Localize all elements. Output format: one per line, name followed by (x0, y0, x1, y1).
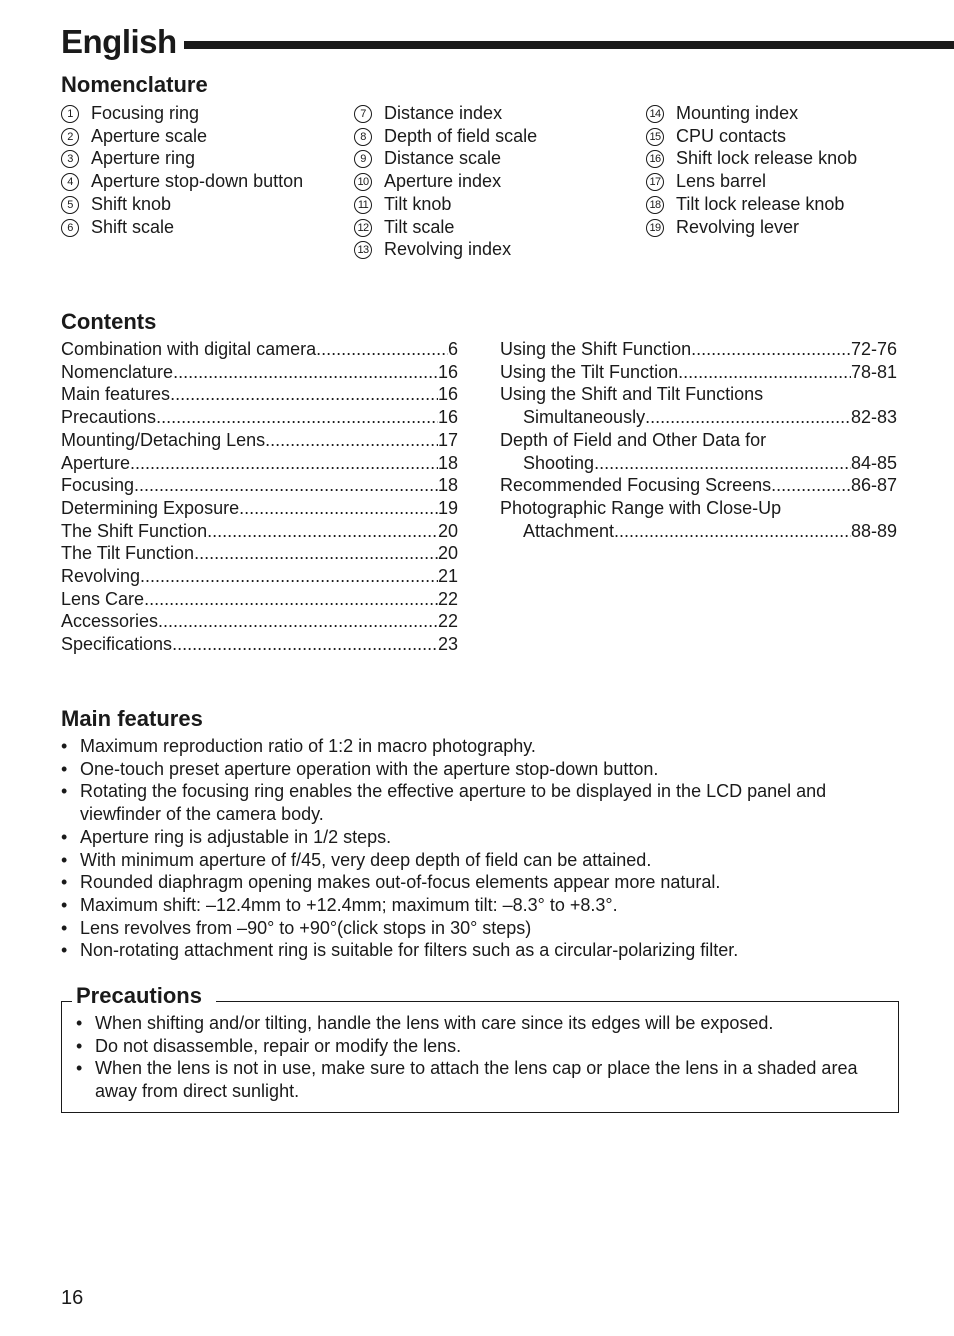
item-label: Distance index (384, 103, 503, 123)
nomenclature-item (61, 216, 331, 239)
toc-page-number: 86-87 (850, 475, 897, 496)
toc-page-number: 20 (437, 520, 458, 541)
main-features-heading: Main features (61, 706, 203, 731)
nomenclature-item (646, 216, 936, 239)
toc-entry (61, 338, 458, 361)
contents-right-column (500, 338, 897, 542)
nomenclature-item (646, 102, 936, 125)
item-number-badge: 11 (354, 196, 372, 214)
precaution-item: • When shifting and/or tilting, handle the lens with care since its edges will be exposed. (76, 1012, 876, 1035)
feature-item: • One-touch preset aperture operation with the aperture stop-down button. (61, 758, 891, 781)
nomenclature-heading: Nomenclature (61, 72, 208, 97)
toc-entry-title: Combination with digital camera (61, 339, 317, 359)
contents-heading: Contents (61, 309, 157, 334)
toc-page-number: 21 (437, 566, 458, 587)
toc-entry-title: Revolving (61, 566, 141, 587)
feature-item: • Maximum shift: –12.4mm to +12.4mm; maximum tilt: –8.3° to +8.3°. (61, 894, 891, 917)
toc-page-number: 18 (437, 475, 458, 496)
item-label: Tilt knob (384, 193, 452, 214)
item-number-badge: 5 (61, 196, 79, 214)
item-label: Tilt lock release knob (676, 193, 845, 214)
item-number-badge: 18 (646, 196, 664, 214)
feature-item: • With minimum aperture of f/45, very deep depth of field can be attained. (61, 849, 891, 872)
toc-entry (61, 383, 458, 406)
nomenclature-item (354, 170, 624, 193)
toc-entry-title: Using the Tilt Function (500, 361, 679, 382)
nomenclature-column-1 (61, 102, 331, 238)
toc-page-number: 20 (437, 543, 458, 564)
item-label: Shift knob (91, 193, 172, 214)
toc-dot-leader (144, 588, 438, 611)
item-label: Depth of field scale (384, 125, 538, 146)
nomenclature-column-3 (646, 102, 936, 238)
nomenclature-item (61, 170, 331, 193)
item-number-badge: 14 (646, 105, 664, 123)
toc-dot-leader (134, 474, 438, 497)
toc-entry-title: Nomenclature (61, 361, 174, 382)
item-number-badge: 6 (61, 219, 79, 237)
language-title: English (61, 23, 177, 60)
toc-entry-title: Attachment (523, 520, 615, 541)
nomenclature-item (354, 102, 624, 125)
feature-item: • Aperture ring is adjustable in 1/2 steps. (61, 826, 891, 849)
toc-entry-title-line: Photographic Range with Close-Up (500, 497, 782, 518)
toc-dot-leader (691, 338, 851, 361)
nomenclature-item (646, 125, 936, 148)
toc-dot-leader (130, 452, 438, 475)
toc-entry-title: The Tilt Function (61, 543, 195, 564)
toc-entry-title: Main features (61, 384, 171, 405)
toc-entry-title: Aperture (61, 452, 131, 473)
toc-entry (61, 610, 458, 633)
toc-dot-leader (678, 361, 851, 384)
toc-page-number: 16 (437, 407, 458, 428)
precaution-item: • Do not disassemble, repair or modify the lens. (76, 1035, 876, 1058)
toc-entry-title: Using the Shift Function (500, 339, 692, 359)
nomenclature-item (61, 102, 331, 125)
toc-entry (61, 452, 458, 475)
main-features-list (61, 735, 891, 962)
toc-dot-leader (207, 520, 438, 543)
item-number-badge: 2 (61, 128, 79, 146)
toc-dot-leader (156, 406, 438, 429)
item-label: Focusing ring (91, 103, 200, 123)
toc-entry-title: Determining Exposure (61, 497, 240, 518)
toc-dot-leader (172, 633, 438, 656)
item-number-badge: 10 (354, 173, 372, 191)
contents-left-column (61, 338, 458, 656)
item-label: Aperture index (384, 171, 502, 192)
item-number-badge: 7 (354, 105, 372, 123)
toc-entry (61, 565, 458, 588)
toc-page-number: 82-83 (850, 407, 897, 428)
toc-entry-title: Lens Care (61, 588, 145, 609)
toc-page-number: 22 (437, 588, 458, 609)
feature-item: • Non-rotating attachment ring is suitable for filters such as a circular-polarizing filter. (61, 939, 891, 962)
toc-dot-leader (645, 406, 851, 429)
toc-entry (61, 633, 458, 656)
toc-entry (500, 474, 897, 497)
item-label: Aperture scale (91, 125, 208, 146)
toc-entry (500, 361, 897, 384)
item-label: Lens barrel (676, 171, 767, 192)
toc-entry-title: Recommended Focusing Screens (500, 475, 772, 496)
toc-entry (61, 429, 458, 452)
toc-dot-leader (239, 497, 438, 520)
item-number-badge: 1 (61, 105, 79, 123)
toc-dot-leader (594, 452, 851, 475)
feature-item: • Rotating the focusing ring enables the effective aperture to be displayed in the LCD panel and viewfinder of the camera body. (61, 780, 891, 825)
item-label: Tilt scale (384, 216, 455, 237)
nomenclature-item (646, 147, 936, 170)
item-label: Aperture stop-down button (91, 171, 304, 192)
toc-entry (61, 497, 458, 520)
toc-entry-title-line: Depth of Field and Other Data for (500, 429, 767, 450)
nomenclature-item (646, 170, 936, 193)
toc-dot-leader (158, 610, 438, 633)
item-label: Mounting index (676, 103, 799, 123)
precaution-item: • When the lens is not in use, make sure to attach the lens cap or place the lens in a shaded area away from direct sunlight. (76, 1057, 876, 1102)
toc-page-number: 16 (437, 361, 458, 382)
toc-entry (500, 520, 897, 543)
item-number-badge: 19 (646, 219, 664, 237)
nomenclature-item (646, 193, 936, 216)
item-label: CPU contacts (676, 125, 787, 146)
feature-item: • Maximum reproduction ratio of 1:2 in macro photography. (61, 735, 891, 758)
nomenclature-item (61, 125, 331, 148)
toc-dot-leader (614, 520, 851, 543)
item-label: Revolving lever (676, 216, 800, 237)
toc-entry (500, 406, 897, 429)
page-number: 16 (61, 1287, 84, 1309)
item-number-badge: 15 (646, 128, 664, 146)
nomenclature-item (61, 193, 331, 216)
toc-page-number: 18 (437, 452, 458, 473)
toc-page-number: 78-81 (850, 361, 897, 382)
item-label: Revolving index (384, 239, 512, 260)
item-label: Distance scale (384, 148, 502, 169)
toc-entry-title: Accessories (61, 611, 159, 632)
nomenclature-column-2 (354, 102, 624, 261)
toc-entry-title-line: Using the Shift and Tilt Functions (500, 384, 764, 405)
toc-dot-leader (265, 429, 438, 452)
toc-entry (61, 474, 458, 497)
toc-entry-title: Precautions (61, 407, 157, 428)
nomenclature-item (354, 147, 624, 170)
toc-entry-title: Specifications (61, 634, 173, 655)
item-number-badge: 4 (61, 173, 79, 191)
toc-page-number: 84-85 (850, 452, 897, 473)
feature-item: • Rounded diaphragm opening makes out-of-focus elements appear more natural. (61, 871, 891, 894)
item-number-badge: 13 (354, 241, 372, 259)
header-rule (184, 41, 954, 49)
toc-page-number: 72-76 (850, 339, 897, 359)
item-number-badge: 9 (354, 150, 372, 168)
toc-entry (500, 338, 897, 361)
item-label: Shift lock release knob (676, 148, 858, 169)
toc-entry-title: Focusing (61, 475, 135, 496)
toc-entry (61, 406, 458, 429)
toc-entry (61, 588, 458, 611)
toc-page-number: 23 (437, 634, 458, 655)
toc-entry-title: The Shift Function (61, 520, 208, 541)
toc-entry (61, 520, 458, 543)
item-number-badge: 17 (646, 173, 664, 191)
item-label: Shift scale (91, 216, 175, 237)
item-number-badge: 16 (646, 150, 664, 168)
toc-dot-leader (140, 565, 438, 588)
toc-page-number: 88-89 (850, 520, 897, 541)
item-number-badge: 8 (354, 128, 372, 146)
toc-entry-title: Shooting (523, 452, 595, 473)
toc-entry-title: Simultaneously (523, 407, 646, 428)
feature-item: • Lens revolves from –90° to +90°(click stops in 30° steps) (61, 917, 891, 940)
nomenclature-item (61, 147, 331, 170)
toc-entry (500, 452, 897, 475)
nomenclature-item (354, 125, 624, 148)
toc-page-number: 6 (447, 339, 458, 359)
toc-dot-leader (771, 474, 851, 497)
nomenclature-item (354, 193, 624, 216)
toc-page-number: 19 (437, 497, 458, 518)
nomenclature-item (354, 216, 624, 239)
precautions-list (76, 1012, 876, 1103)
toc-entry-title: Mounting/Detaching Lens (61, 429, 266, 450)
toc-entry (61, 361, 458, 384)
precautions-heading: Precautions (72, 983, 216, 1009)
item-number-badge: 3 (61, 150, 79, 168)
toc-dot-leader (173, 361, 438, 384)
language-header (61, 18, 954, 68)
toc-page-number: 16 (437, 384, 458, 405)
toc-dot-leader (170, 383, 438, 406)
nomenclature-item (354, 238, 624, 261)
toc-dot-leader (316, 338, 448, 361)
item-number-badge: 12 (354, 219, 372, 237)
toc-page-number: 22 (437, 611, 458, 632)
toc-entry (61, 542, 458, 565)
toc-dot-leader (194, 542, 438, 565)
item-label: Aperture ring (91, 148, 196, 169)
toc-page-number: 17 (437, 429, 458, 450)
